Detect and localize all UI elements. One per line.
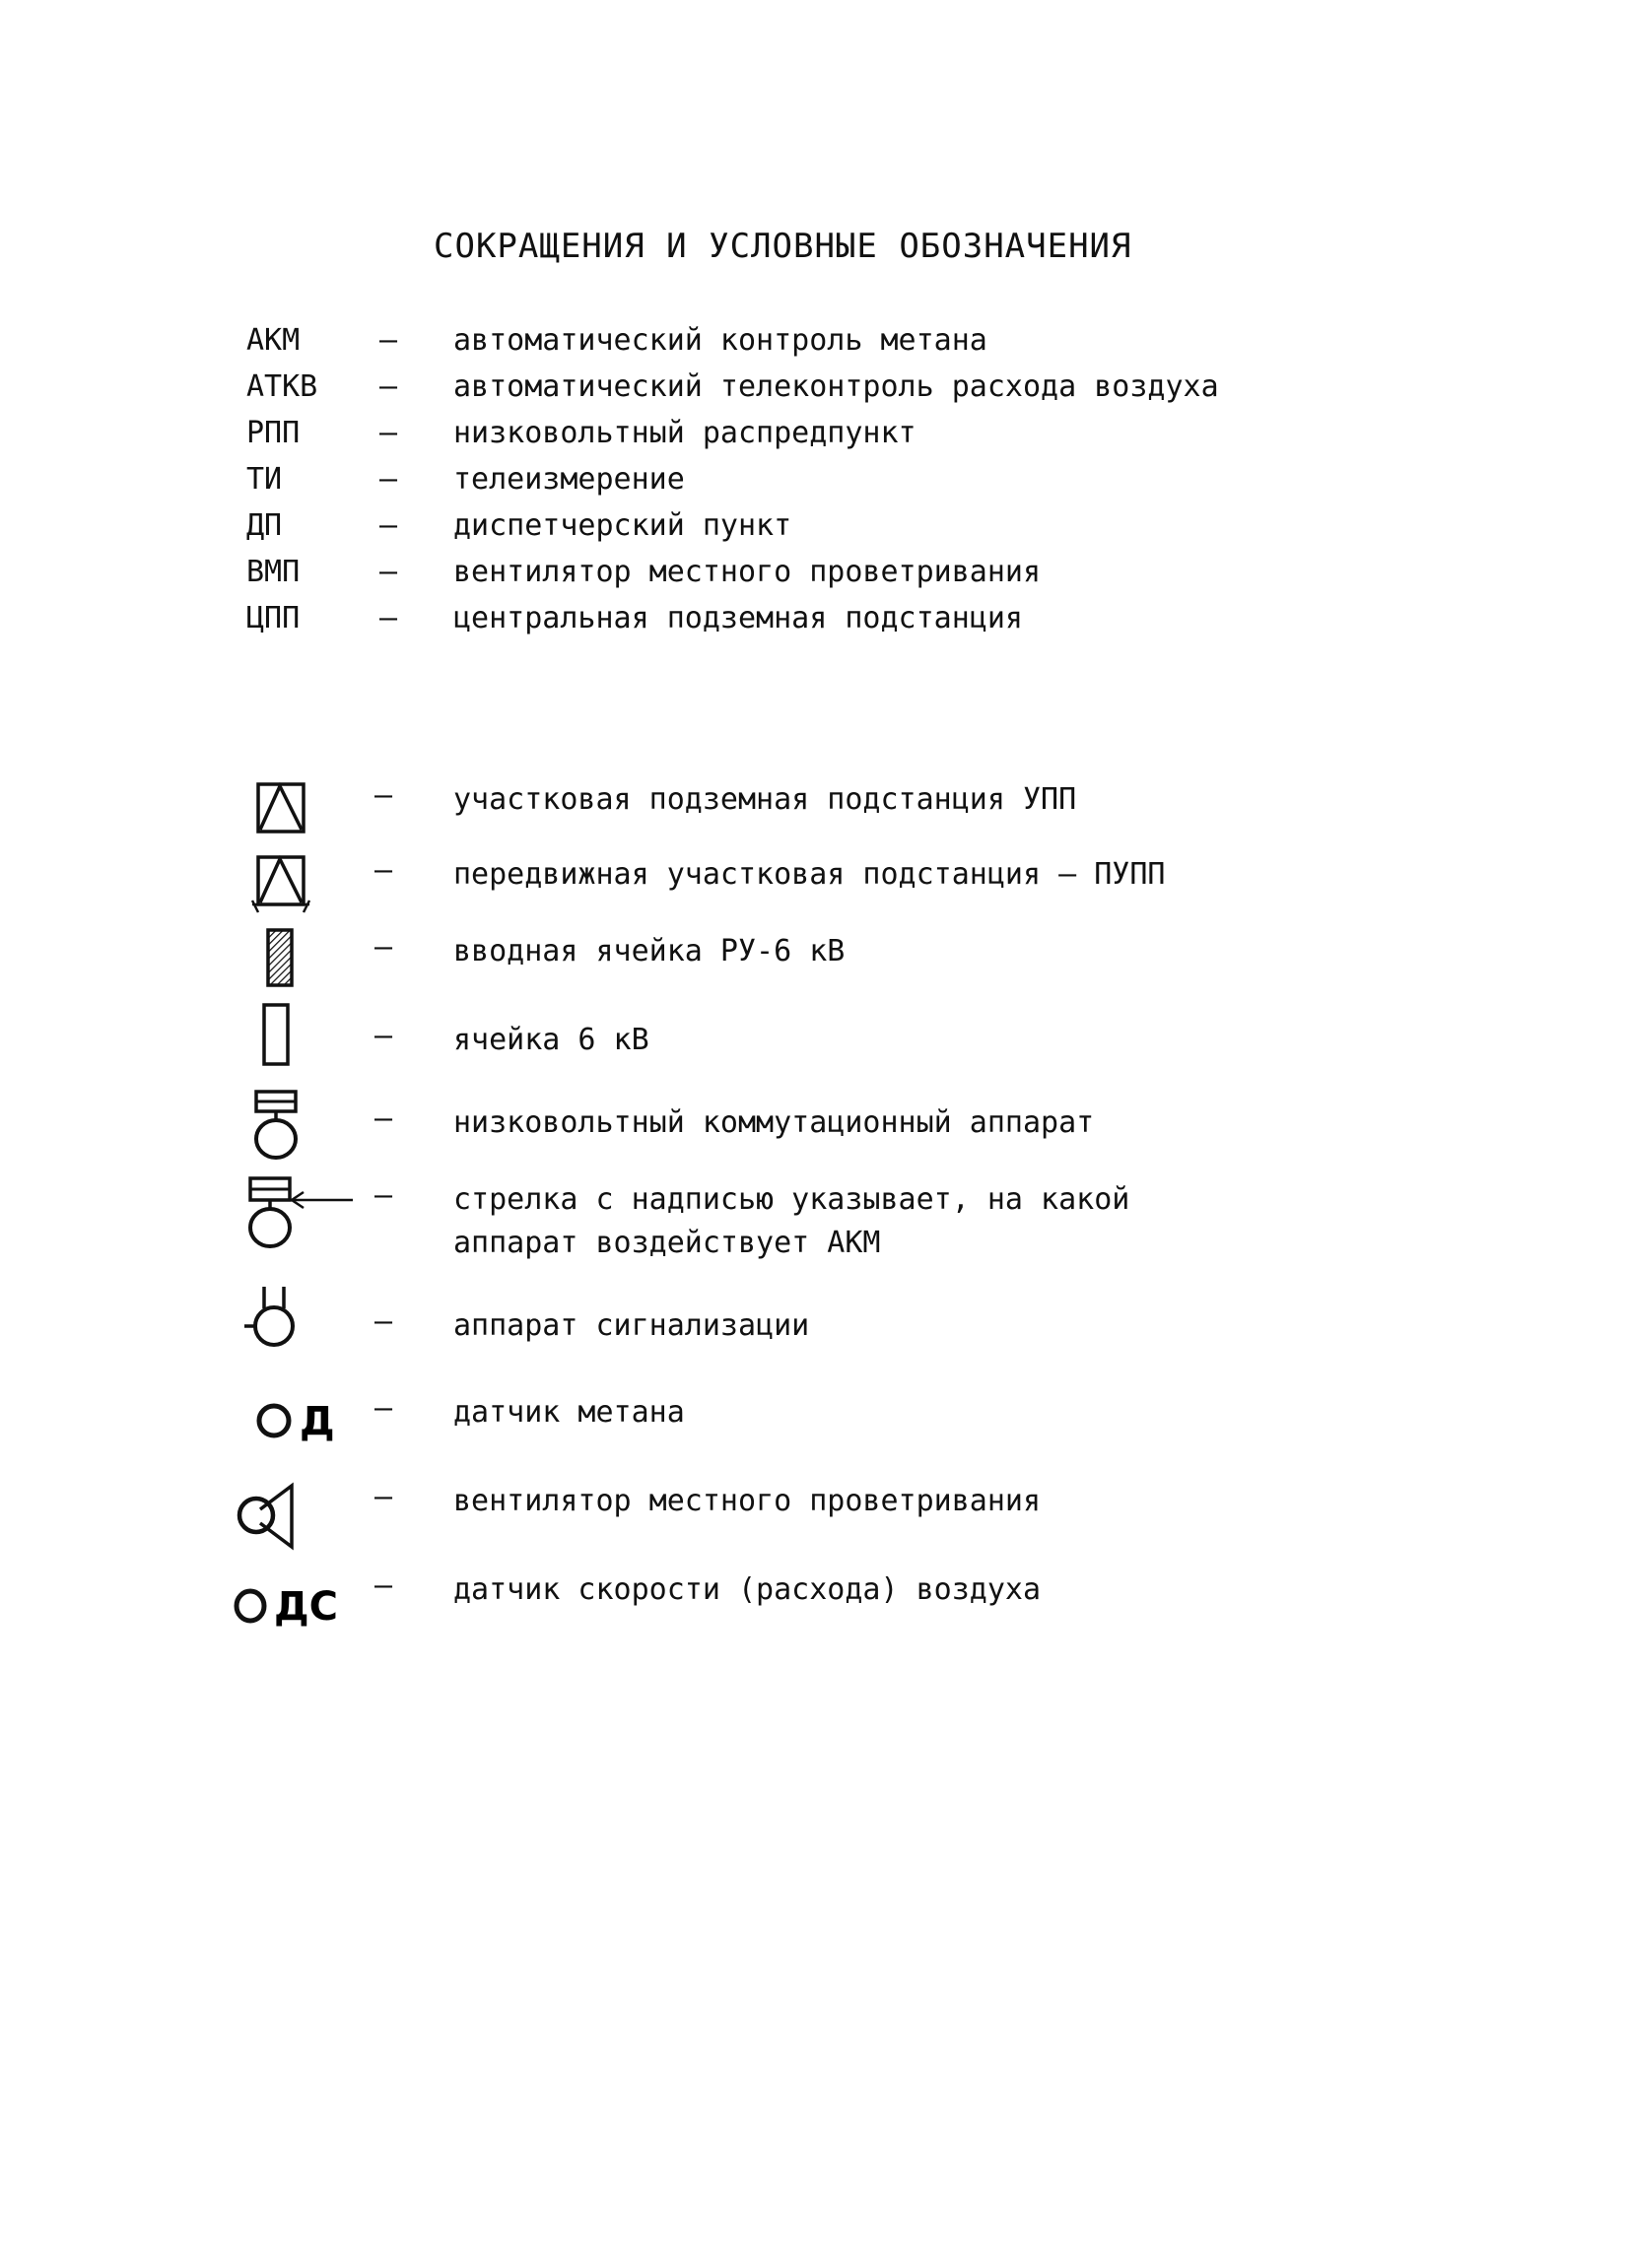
switching-device-arrow-icon (227, 1178, 374, 1247)
list-item (227, 1480, 1041, 1549)
abbreviation-term: ВМП (246, 555, 301, 589)
list-item (227, 778, 1076, 847)
abbreviation-definition: вентилятор местного проветривания (453, 555, 1042, 589)
abbreviation-definition: телеизмерение (453, 462, 685, 497)
symbol-definition (453, 853, 1165, 922)
definition-line: датчик метана (453, 1395, 685, 1430)
symbol-dash: – (374, 778, 393, 813)
methane-sensor-icon (227, 1391, 374, 1460)
symbol-dash: – (374, 1019, 393, 1053)
abbreviation-dash: – (379, 555, 398, 589)
definition-line: участковая подземная подстанция УПП (453, 782, 1077, 817)
air-speed-sensor-icon (227, 1568, 374, 1637)
symbol-dash: – (374, 1178, 393, 1213)
abbreviation-term: ТИ (246, 462, 283, 497)
symbol-definition (453, 1304, 809, 1373)
symbol-definition (453, 778, 1076, 847)
list-item (246, 410, 1219, 456)
abbreviation-definition: диспетчерский пункт (453, 508, 792, 543)
symbol-definition (453, 1101, 1094, 1170)
list-item (227, 1019, 649, 1088)
symbol-dash: – (374, 1568, 393, 1603)
definition-line: стрелка с надписью указывает, на какой (453, 1182, 1130, 1217)
abbreviation-dash: – (379, 601, 398, 635)
abbreviation-definition: автоматический телеконтроль расхода воздуха (453, 369, 1219, 404)
fan-icon (227, 1480, 374, 1549)
list-item (246, 317, 1219, 364)
definition-line: передвижная участковая подстанция – ПУПП (453, 857, 1166, 892)
symbol-dash: – (374, 930, 393, 965)
abbreviation-dash: – (379, 462, 398, 497)
symbol-definition (453, 1568, 1041, 1637)
input-cell-icon (227, 930, 374, 999)
cell-icon (227, 1019, 374, 1088)
switching-device-icon (227, 1101, 374, 1170)
list-item (246, 364, 1219, 410)
abbreviation-term: АКМ (246, 323, 301, 358)
symbol-definition (453, 1019, 649, 1088)
list-item (246, 595, 1219, 641)
definition-line: ячейка 6 кВ (453, 1023, 649, 1057)
symbol-definition (453, 930, 845, 999)
list-item (246, 456, 1219, 502)
mobile-substation-icon (227, 853, 374, 922)
abbreviation-dash: – (379, 508, 398, 543)
abbreviation-dash: – (379, 416, 398, 450)
abbreviation-dash: – (379, 369, 398, 404)
abbreviation-definition: центральная подземная подстанция (453, 601, 1023, 635)
definition-line: вводная ячейка РУ-6 кВ (453, 934, 846, 968)
abbreviation-term: РПП (246, 416, 301, 450)
definition-line: вентилятор местного проветривания (453, 1484, 1042, 1518)
symbol-dash: – (374, 853, 393, 888)
list-item (227, 1178, 1129, 1265)
list-item (227, 930, 845, 999)
page-title: СОКРАЩЕНИЯ И УСЛОВНЫЕ ОБОЗНАЧЕНИЯ (434, 227, 1132, 266)
list-item (246, 549, 1219, 595)
list-item (227, 1101, 1094, 1170)
symbol-dash: – (374, 1480, 393, 1514)
symbol-dash: – (374, 1391, 393, 1426)
list-item (246, 502, 1219, 549)
symbol-dash: – (374, 1304, 393, 1339)
air-speed-sensor-label: ДС (274, 1584, 338, 1630)
list-item (227, 1304, 809, 1373)
abbreviation-term: ЦПП (246, 601, 301, 635)
abbreviation-definition: автоматический контроль метана (453, 323, 987, 358)
abbreviation-definition: низковольтный распредпункт (453, 416, 916, 450)
methane-sensor-label: Д (300, 1399, 335, 1444)
substation-icon (227, 778, 374, 847)
symbol-definition (453, 1480, 1041, 1549)
definition-line: датчик скорости (расхода) воздуха (453, 1572, 1042, 1607)
definition-line: низковольтный коммутационный аппарат (453, 1105, 1095, 1140)
abbreviation-list (246, 317, 1219, 641)
definition-line: аппарат воздействует АКМ (453, 1226, 881, 1260)
symbol-definition (453, 1178, 1129, 1265)
definition-line: аппарат сигнализации (453, 1308, 810, 1343)
symbol-dash: – (374, 1101, 393, 1136)
symbol-definition (453, 1391, 685, 1460)
list-item (227, 853, 1165, 922)
signal-device-icon (227, 1304, 374, 1373)
list-item (227, 1568, 1041, 1637)
list-item (227, 1391, 685, 1460)
abbreviation-dash: – (379, 323, 398, 358)
abbreviation-term: ДП (246, 508, 283, 543)
abbreviation-term: АТКВ (246, 369, 318, 404)
